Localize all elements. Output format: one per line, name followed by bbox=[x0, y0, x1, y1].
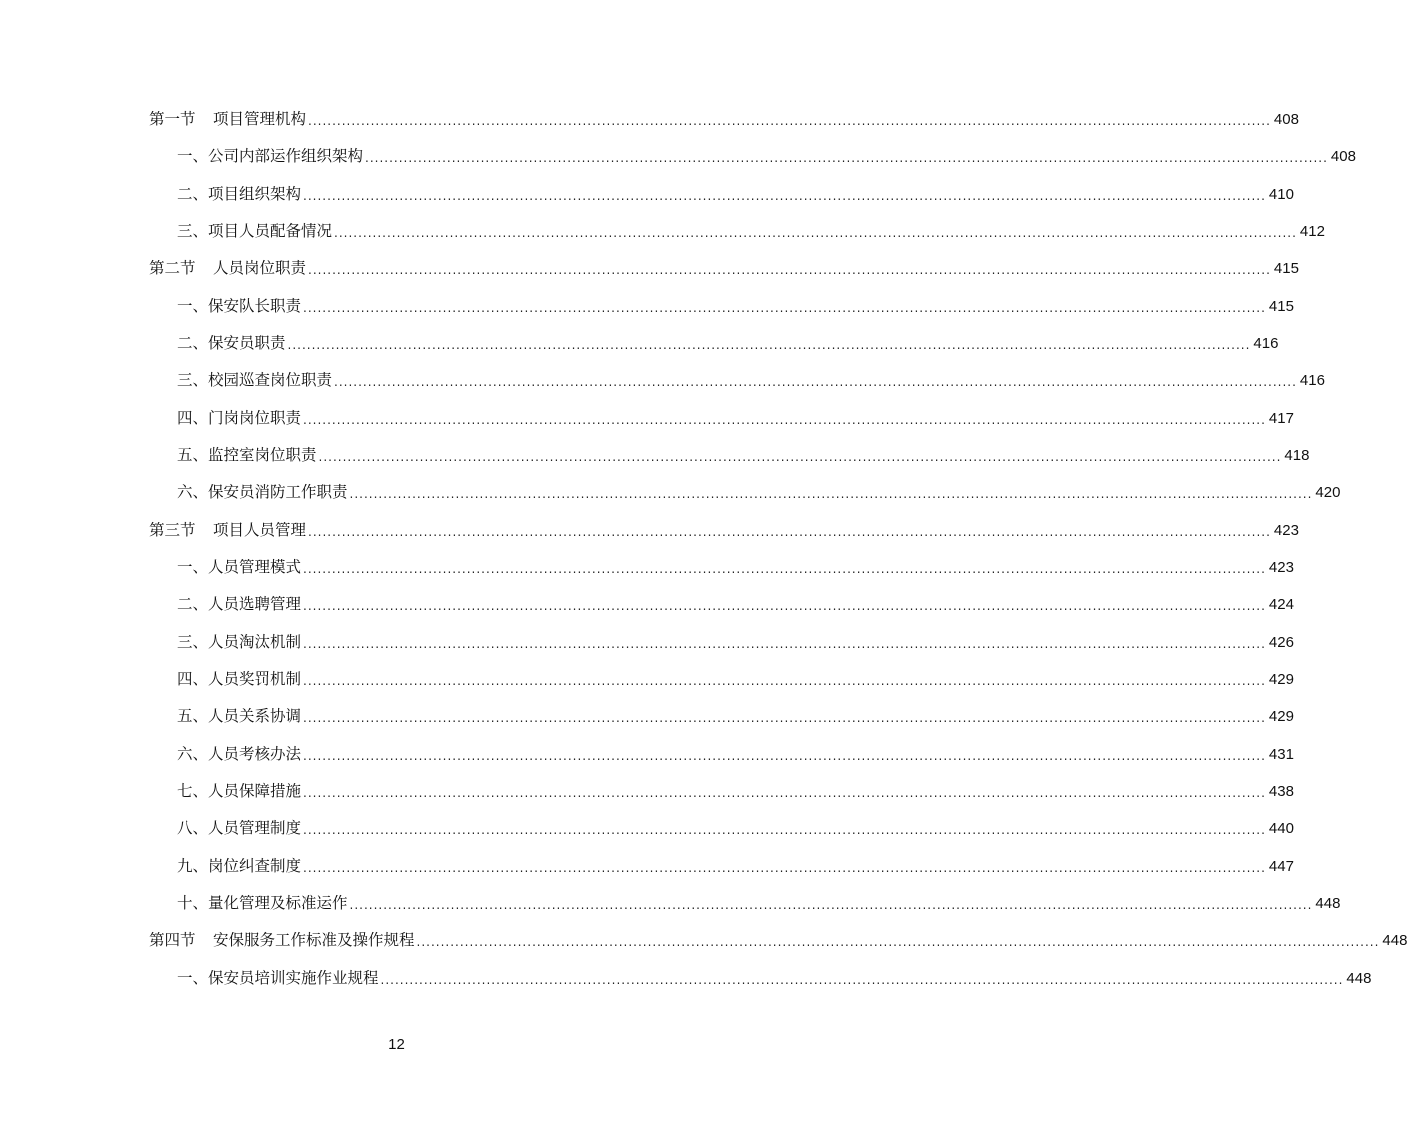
toc-entry[interactable] bbox=[177, 288, 1294, 325]
toc-entry-label: 监控室岗位职责 bbox=[208, 446, 317, 464]
toc-entry-title bbox=[177, 400, 303, 437]
toc-page-number: 429 bbox=[1268, 671, 1294, 688]
toc-entry-title bbox=[177, 960, 381, 997]
toc-entry-label: 人员关系协调 bbox=[208, 707, 302, 725]
toc-entry-title bbox=[177, 437, 319, 474]
toc-leader: ........................................................................................................................................................................................................ bbox=[303, 786, 1266, 800]
toc-entry-label: 项目管理机构 bbox=[213, 110, 307, 128]
page-number: 12 bbox=[388, 1036, 405, 1053]
toc-page-number: 423 bbox=[1268, 559, 1294, 576]
toc-entry[interactable] bbox=[177, 698, 1294, 735]
toc-leader: ........................................................................................................................................................................................................ bbox=[303, 301, 1266, 315]
toc-entry-label: 项目组织架构 bbox=[208, 185, 302, 203]
toc-entry-number: 第三节 bbox=[149, 521, 196, 539]
toc-page-number: 431 bbox=[1268, 746, 1294, 763]
toc-entry-title bbox=[149, 101, 308, 138]
toc-entry[interactable] bbox=[177, 661, 1294, 698]
toc-entry-label: 保安员消防工作职责 bbox=[208, 483, 348, 501]
toc-entry[interactable] bbox=[177, 810, 1294, 847]
toc-entry-title bbox=[177, 549, 303, 586]
toc-leader: ........................................................................................................................................................................................................ bbox=[308, 114, 1271, 128]
toc-entry-label: 保安队长职责 bbox=[208, 297, 302, 315]
toc-entry[interactable] bbox=[177, 773, 1294, 810]
toc-entry-number: 六、 bbox=[177, 483, 209, 501]
toc-entry-number: 四、 bbox=[177, 409, 209, 427]
toc-page-number: 416 bbox=[1253, 335, 1279, 352]
toc-leader: ........................................................................................................................................................................................................ bbox=[303, 711, 1266, 725]
toc-entry-title bbox=[177, 213, 334, 250]
toc-entry-title bbox=[177, 176, 303, 213]
toc-entry-title bbox=[149, 512, 308, 549]
toc-entry-title bbox=[177, 698, 303, 735]
toc-entry-label: 人员保障措施 bbox=[208, 782, 302, 800]
toc-entry-number: 三、 bbox=[177, 222, 209, 240]
toc-entry-label: 门岗岗位职责 bbox=[208, 409, 302, 427]
toc-entry-label: 人员考核办法 bbox=[208, 745, 302, 763]
toc-page-number: 418 bbox=[1284, 447, 1310, 464]
toc-page-number: 415 bbox=[1273, 260, 1299, 277]
toc-page-number: 410 bbox=[1268, 186, 1294, 203]
toc-page-number: 440 bbox=[1268, 820, 1294, 837]
toc-entry-title bbox=[177, 848, 303, 885]
toc-entry-number: 二、 bbox=[177, 334, 209, 352]
toc-leader: ........................................................................................................................................................................................................ bbox=[303, 189, 1266, 203]
toc-entry-number: 十、 bbox=[177, 894, 209, 912]
toc-leader: ........................................................................................................................................................................................................ bbox=[287, 338, 1251, 352]
toc-leader: ........................................................................................................................................................................................................ bbox=[303, 674, 1266, 688]
toc-entry-title bbox=[177, 773, 303, 810]
toc-leader: ........................................................................................................................................................................................................ bbox=[416, 935, 1380, 949]
toc-entry-number: 七、 bbox=[177, 782, 209, 800]
toc-page-number: 448 bbox=[1346, 970, 1372, 987]
toc-leader: ........................................................................................................................................................................................................ bbox=[349, 898, 1313, 912]
toc-entry-number: 一、 bbox=[177, 558, 209, 576]
toc-entry-number: 一、 bbox=[177, 297, 209, 315]
toc-page-number: 415 bbox=[1268, 298, 1294, 315]
toc-page-number: 424 bbox=[1268, 596, 1294, 613]
toc-entry[interactable] bbox=[177, 960, 1372, 997]
toc-entry-label: 保安员职责 bbox=[208, 334, 286, 352]
toc-leader: ........................................................................................................................................................................................................ bbox=[334, 226, 1297, 240]
toc-entry[interactable] bbox=[177, 848, 1294, 885]
toc-page-number: 426 bbox=[1268, 634, 1294, 651]
toc-leader: ........................................................................................................................................................................................................ bbox=[380, 973, 1344, 987]
toc-entry-label: 项目人员管理 bbox=[213, 521, 307, 539]
toc-entry-number: 二、 bbox=[177, 185, 209, 203]
toc-entry-title bbox=[177, 810, 303, 847]
toc-leader: ........................................................................................................................................................................................................ bbox=[303, 413, 1266, 427]
toc-entry-label: 公司内部运作组织架构 bbox=[208, 147, 364, 165]
toc-entry-title bbox=[177, 138, 365, 175]
toc-entry-number: 九、 bbox=[177, 857, 209, 875]
toc-page-number: 416 bbox=[1299, 372, 1325, 389]
toc-entry-label: 人员管理制度 bbox=[208, 819, 302, 837]
toc-leader: ........................................................................................................................................................................................................ bbox=[365, 151, 1328, 165]
toc-entry-number: 二、 bbox=[177, 595, 209, 613]
toc-entry-label: 安保服务工作标准及操作规程 bbox=[213, 931, 415, 949]
toc-entry-number: 一、 bbox=[177, 969, 209, 987]
toc-page-number: 448 bbox=[1315, 895, 1341, 912]
toc-entry[interactable] bbox=[149, 512, 1299, 549]
toc-entry[interactable] bbox=[177, 362, 1325, 399]
toc-leader: ........................................................................................................................................................................................................ bbox=[308, 525, 1271, 539]
toc-entry-number: 第一节 bbox=[149, 110, 196, 128]
toc-entry[interactable] bbox=[177, 549, 1294, 586]
toc-entry-label: 保安员培训实施作业规程 bbox=[208, 969, 379, 987]
toc-entry[interactable] bbox=[177, 176, 1294, 213]
toc-entry-title bbox=[177, 661, 303, 698]
toc-entry[interactable] bbox=[149, 922, 1407, 959]
toc-entry-number: 第二节 bbox=[149, 259, 196, 277]
toc-entry-number: 第四节 bbox=[149, 931, 196, 949]
toc-page-number: 412 bbox=[1299, 223, 1325, 240]
toc-entry-title bbox=[177, 885, 350, 922]
toc-entry[interactable] bbox=[177, 138, 1356, 175]
toc-leader: ........................................................................................................................................................................................................ bbox=[303, 749, 1266, 763]
toc-leader: ........................................................................................................................................................................................................ bbox=[303, 637, 1266, 651]
toc-entry-title bbox=[177, 586, 303, 623]
toc-leader: ........................................................................................................................................................................................................ bbox=[318, 450, 1282, 464]
toc-page-number: 417 bbox=[1268, 410, 1294, 427]
toc-entry[interactable] bbox=[149, 250, 1299, 287]
toc-entry[interactable] bbox=[177, 885, 1341, 922]
toc-entry-title bbox=[177, 624, 303, 661]
toc-entry-label: 人员淘汰机制 bbox=[208, 633, 302, 651]
toc-leader: ........................................................................................................................................................................................................ bbox=[308, 263, 1271, 277]
toc-entry-title bbox=[149, 922, 417, 959]
toc-entry-number: 三、 bbox=[177, 633, 209, 651]
toc-leader: ........................................................................................................................................................................................................ bbox=[303, 562, 1266, 576]
toc-page-number: 408 bbox=[1330, 148, 1356, 165]
toc-entry[interactable] bbox=[177, 736, 1294, 773]
toc-entry-title bbox=[149, 250, 308, 287]
toc-entry-label: 人员选聘管理 bbox=[208, 595, 302, 613]
toc-page-number: 448 bbox=[1382, 932, 1407, 949]
toc-leader: ........................................................................................................................................................................................................ bbox=[334, 375, 1297, 389]
toc-entry[interactable] bbox=[177, 474, 1341, 511]
toc-leader: ........................................................................................................................................................................................................ bbox=[349, 487, 1313, 501]
toc-entry-number: 八、 bbox=[177, 819, 209, 837]
toc-entry-label: 人员管理模式 bbox=[208, 558, 302, 576]
toc-entry[interactable] bbox=[177, 624, 1294, 661]
toc-entry-title bbox=[177, 474, 350, 511]
toc-entry-number: 四、 bbox=[177, 670, 209, 688]
toc-leader: ........................................................................................................................................................................................................ bbox=[303, 861, 1266, 875]
toc-entry-label: 项目人员配备情况 bbox=[208, 222, 333, 240]
toc-entry-title bbox=[177, 325, 288, 362]
toc-entry-label: 校园巡查岗位职责 bbox=[208, 371, 333, 389]
toc-entry-label: 人员奖罚机制 bbox=[208, 670, 302, 688]
toc-leader: ........................................................................................................................................................................................................ bbox=[303, 823, 1266, 837]
toc-entry[interactable] bbox=[177, 325, 1279, 362]
toc-entry-number: 五、 bbox=[177, 707, 209, 725]
toc-page-number: 408 bbox=[1273, 111, 1299, 128]
toc-entry-number: 一、 bbox=[177, 147, 209, 165]
toc-entry-label: 量化管理及标准运作 bbox=[208, 894, 348, 912]
toc-entry-title bbox=[177, 736, 303, 773]
toc-entry-label: 岗位纠查制度 bbox=[208, 857, 302, 875]
toc-entry[interactable] bbox=[177, 586, 1294, 623]
toc-entry[interactable] bbox=[177, 213, 1325, 250]
toc-entry-number: 三、 bbox=[177, 371, 209, 389]
toc-page-number: 438 bbox=[1268, 783, 1294, 800]
toc-entry-label: 人员岗位职责 bbox=[213, 259, 307, 277]
toc-entry-number: 六、 bbox=[177, 745, 209, 763]
toc-page-number: 429 bbox=[1268, 708, 1294, 725]
toc-entry-title bbox=[177, 362, 334, 399]
toc-page-number: 420 bbox=[1315, 484, 1341, 501]
toc-entry-number: 五、 bbox=[177, 446, 209, 464]
toc-entry[interactable] bbox=[149, 101, 1299, 138]
toc-page-number: 423 bbox=[1273, 522, 1299, 539]
toc-page-number: 447 bbox=[1268, 858, 1294, 875]
toc-entry[interactable] bbox=[177, 400, 1294, 437]
toc-entry[interactable] bbox=[177, 437, 1310, 474]
toc-leader: ........................................................................................................................................................................................................ bbox=[303, 599, 1266, 613]
toc-entry-title bbox=[177, 288, 303, 325]
